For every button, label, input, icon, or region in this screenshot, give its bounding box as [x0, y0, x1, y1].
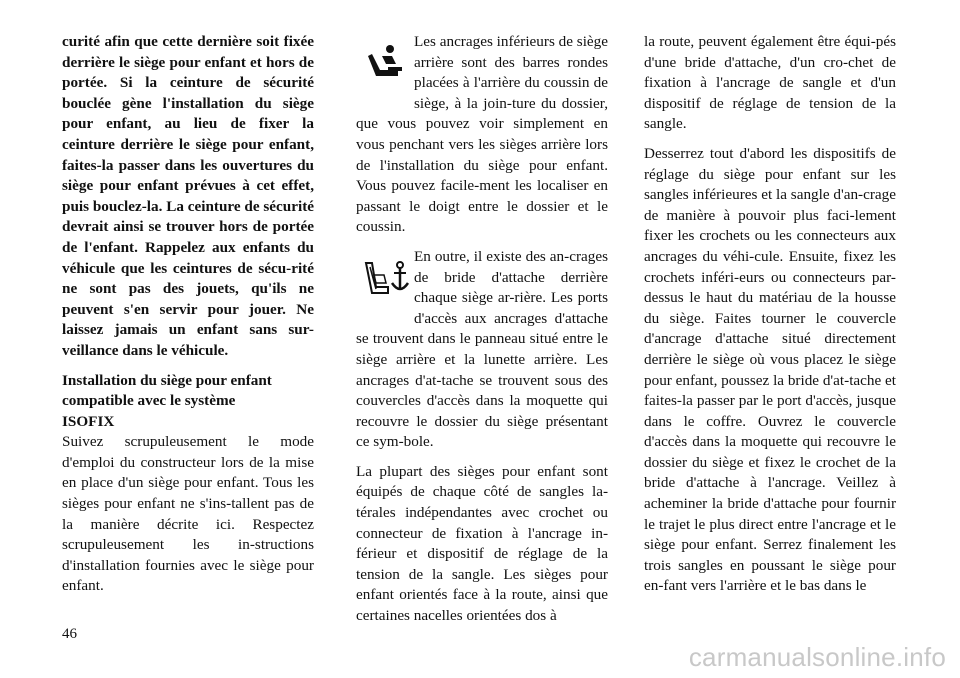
warning-text: curité afin que cette dernière soit fixée derrière le siège pour enfant et hors de portée. Si la ceinture de sécurité bouclée gène l'installation du siège pour enfant, au lieu de fixer la ceinture derrière le siège pour enfant, faites-la passer dans les ouvertures du siège pour enfant prévues à cet effet, puis bouclez-la. La ceinture de sécurité devrait ainsi se trouver hors de portée de l'enfant. Rappelez aux enfants du véhicule que les ceintures de sécu-rité ne sont pas des jouets, qu'ils ne peuvent s'en servir pour jouer. Ne laissez jamais un enfant sans sur-veillance dans le véhicule. — [62, 33, 314, 359]
page-number: 46 — [62, 626, 77, 642]
heading-line-3: ISOFIX — [62, 412, 115, 430]
tether-anchor-paragraph — [356, 247, 608, 453]
heading-line-1: Installation du siège pour enfant — [62, 371, 272, 389]
watermark: carmanualsonline.info — [688, 642, 946, 672]
column-right — [644, 32, 896, 606]
tether-anchor-icon — [356, 247, 414, 319]
tether-anchor-text: En outre, il existe des an-crages de bride d'attache derrière chaque siège ar-rière. Les ports d'accès aux ancrages d'attache se trouvent dans le panneau situé entre le siège arrière et la lunette arrière. Les ancrages d'at-tache se trouvent sous des couvercles d'accès dans la moquette qui recouvre le dossier du siège présentant ce sym-bole. — [356, 247, 608, 451]
section-heading — [62, 371, 314, 433]
lower-anchor-icon — [356, 32, 414, 104]
lower-anchor-paragraph — [356, 32, 608, 238]
continued-text: la route, peuvent également être équi-pés d'une bride d'attache, d'un cro-chet de fixation à l'ancrage de sangle et d'un dispositif de réglage de tension de la sangle. — [644, 33, 896, 133]
column-middle — [356, 32, 608, 636]
child-seat-straps-text: La plupart des sièges pour enfant sont équipés de chaque côté de sangles la-térales indépendantes avec crochet ou connecteur de fixation à l'ancrage in-férieur et dispositif de réglage de la tension de la sangle. Les sièges pour enfant orientés face à la route, ainsi que certaines nacelles orientées dos à — [356, 462, 608, 625]
lower-anchor-text: Les ancrages inférieurs de siège arrière sont des barres rondes placées à l'arrière du coussin de siège, à la join-ture du dossier, que vous pouvez voir simplement en vous penchant vers les sièges arrière lors de l'installation du siège pour enfant. Vous pouvez facile-ment les localiser en passant le doigt entre le dossier et le coussin. — [356, 33, 608, 236]
heading-line-2: compatible avec le système — [62, 392, 236, 410]
install-instructions: Suivez scrupuleusement le mode d'emploi du constructeur lors de la mise en place d'un siège pour enfant. Tous les sièges pour enfant ne s'ins-tallent pas de la manière décrite ici. Respectez scrupuleusement les in-structions d'installation fournies avec le siège pour enfant. — [62, 433, 314, 595]
column-left — [62, 32, 314, 606]
loosen-adjusters-text: Desserrez tout d'abord les dispositifs de réglage du siège pour enfant sur les sangles inférieures et la sangle d'an-crage de manière à pouvoir plus faci-lement fixer les crochets ou les connecteurs aux ancrages du véhi-cule. Ensuite, fixez les crochets inféri-eurs ou connecteurs par-dessus le haut du matériau de la housse du siège. Faites tourner le couvercle d'ancrage d'attache situé directement derrière le siège où vous placez le siège pour enfant, poussez la bride d'at-tache et faites-la passer par le port d'accès, jusque dans le coffre. Ouvrez le couvercle d'accès dans la moquette qui recouvre le dossier du siège et fixez le crochet de la bride d'attache à l'ancrage. Veillez à acheminer la bride d'attache pour fournir le trajet le plus direct entre l'ancrage et le siège pour enfant. Serrez finalement les trois sangles en poussant le siège pour en-fant vers l'arrière et le bas dans le — [644, 144, 896, 595]
